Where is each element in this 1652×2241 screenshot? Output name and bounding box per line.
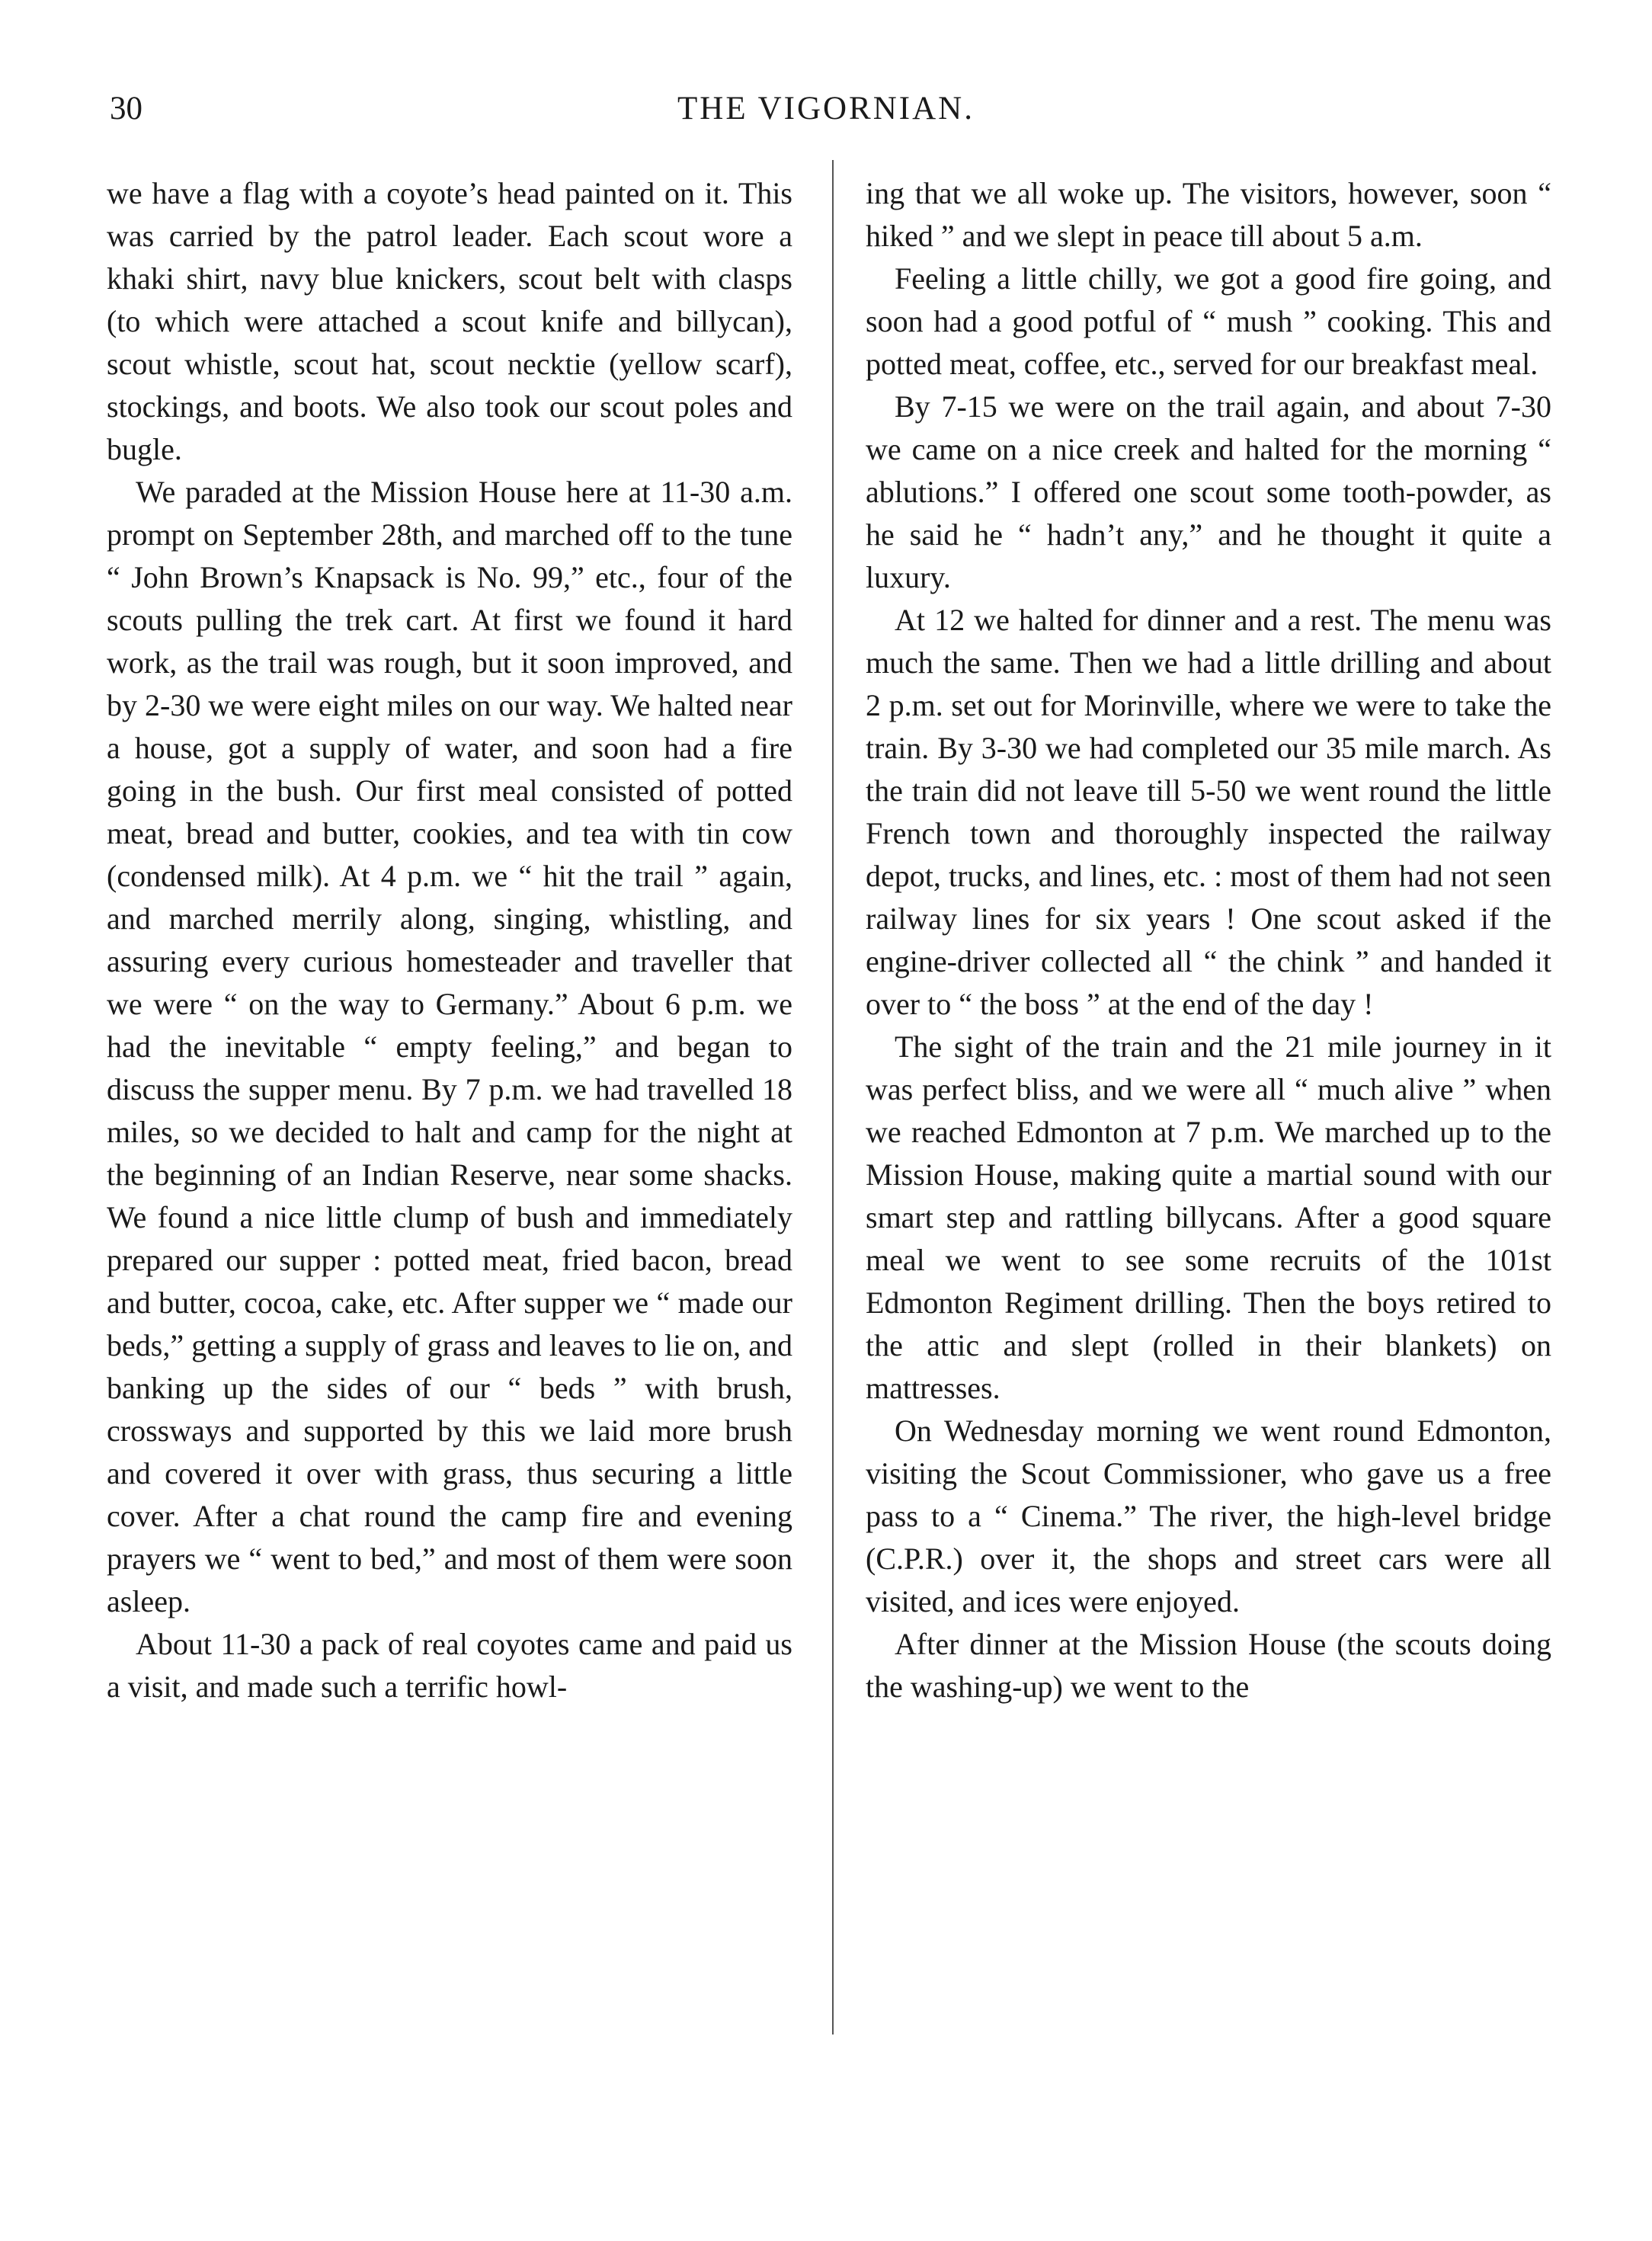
running-head-title: THE VIGORNIAN. [677,91,975,126]
paragraph: we have a flag with a coyote’s head painted on it. This was carried by the patrol leader. Each scout wore a khaki shirt, navy blue knickers, scout belt with clasps (to which were attached a scout knife and billycan), scout whistle, scout hat, scout necktie (yellow scarf), stockings, and boots. We also took our scout poles and bugle. [107,176,792,466]
paragraph: About 11-30 a pack of real coyotes came and paid us a visit, and made such a terrific howl- [107,1627,792,1704]
paragraph: At 12 we halted for dinner and a rest. The menu was much the same. Then we had a little drilling and about 2 p.m. set out for Morinville, where we were to take the train. By 3-30 we had completed our 35 mile march. As the train did not leave till 5-50 we went round the little French town and thoroughly inspected the railway depot, trucks, and lines, etc. : most of them had not seen railway lines for six years ! One scout asked if the engine-driver collected all “ the chink ” and handed it over to “ the boss ” at the end of the day ! [866,603,1551,1021]
left-column [107,172,792,1708]
paragraph: By 7-15 we were on the trail again, and about 7-30 we came on a nice creek and halted for the morning “ ablutions.” I offered one scout some tooth-powder, as he said he “ hadn’t any,” and he thought it quite a luxury. [866,389,1551,594]
paragraph: Feeling a little chilly, we got a good fire going, and soon had a good potful of “ mush ” cooking. This and potted meat, coffee, etc., served for our breakfast meal. [866,261,1551,381]
page-number: 30 [110,91,142,126]
column-divider [832,160,834,2035]
paragraph: On Wednesday morning we went round Edmonton, visiting the Scout Commissioner, who gave us a free pass to a “ Cinema.” The river, the high-level bridge (C.P.R.) over it, the shops and street cars were all visited, and ices were enjoyed. [866,1413,1551,1618]
paragraph: ing that we all woke up. The visitors, however, soon “ hiked ” and we slept in peace till about 5 a.m. [866,176,1551,253]
paragraph: We paraded at the Mission House here at 11-30 a.m. prompt on September 28th, and marched off to the tune “ John Brown’s Knapsack is No. 99,” etc., four of the scouts pulling the trek cart. At first we found it hard work, as the trail was rough, but it soon improved, and by 2-30 we were eight miles on our way. We halted near a house, got a supply of water, and soon had a fire going in the bush. Our first meal consisted of potted meat, bread and butter, cookies, and tea with tin cow (condensed milk). At 4 p.m. we “ hit the trail ” again, and marched merrily along, singing, whistling, and assuring every curious homesteader and traveller that we were “ on the way to Germany.” About 6 p.m. we had the inevitable “ empty feeling,” and began to discuss the supper menu. By 7 p.m. we had travelled 18 miles, so we decided to halt and camp for the night at the beginning of an Indian Reserve, near some shacks. We found a nice little clump of bush and immediately prepared our supper : potted meat, fried bacon, bread and butter, cocoa, cake, etc. After supper we “ made our beds,” getting a supply of grass and leaves to lie on, and banking up the sides of our “ beds ” with brush, crossways and supported by this we laid more brush and covered it over with grass, thus securing a little cover. After a chat round the camp fire and evening prayers we “ went to bed,” and most of them were soon asleep. [107,475,792,1618]
paragraph: The sight of the train and the 21 mile journey in it was perfect bliss, and we were all “ much alive ” when we reached Edmonton at 7 p.m. We marched up to the Mission House, making quite a martial sound with our smart step and rattling billycans. After a good square meal we went to see some recruits of the 101st Edmonton Regiment drilling. Then the boys retired to the attic and slept (rolled in their blankets) on mattresses. [866,1029,1551,1405]
right-column [866,172,1551,1708]
paragraph: After dinner at the Mission House (the scouts doing the washing-up) we went to the [866,1627,1551,1704]
